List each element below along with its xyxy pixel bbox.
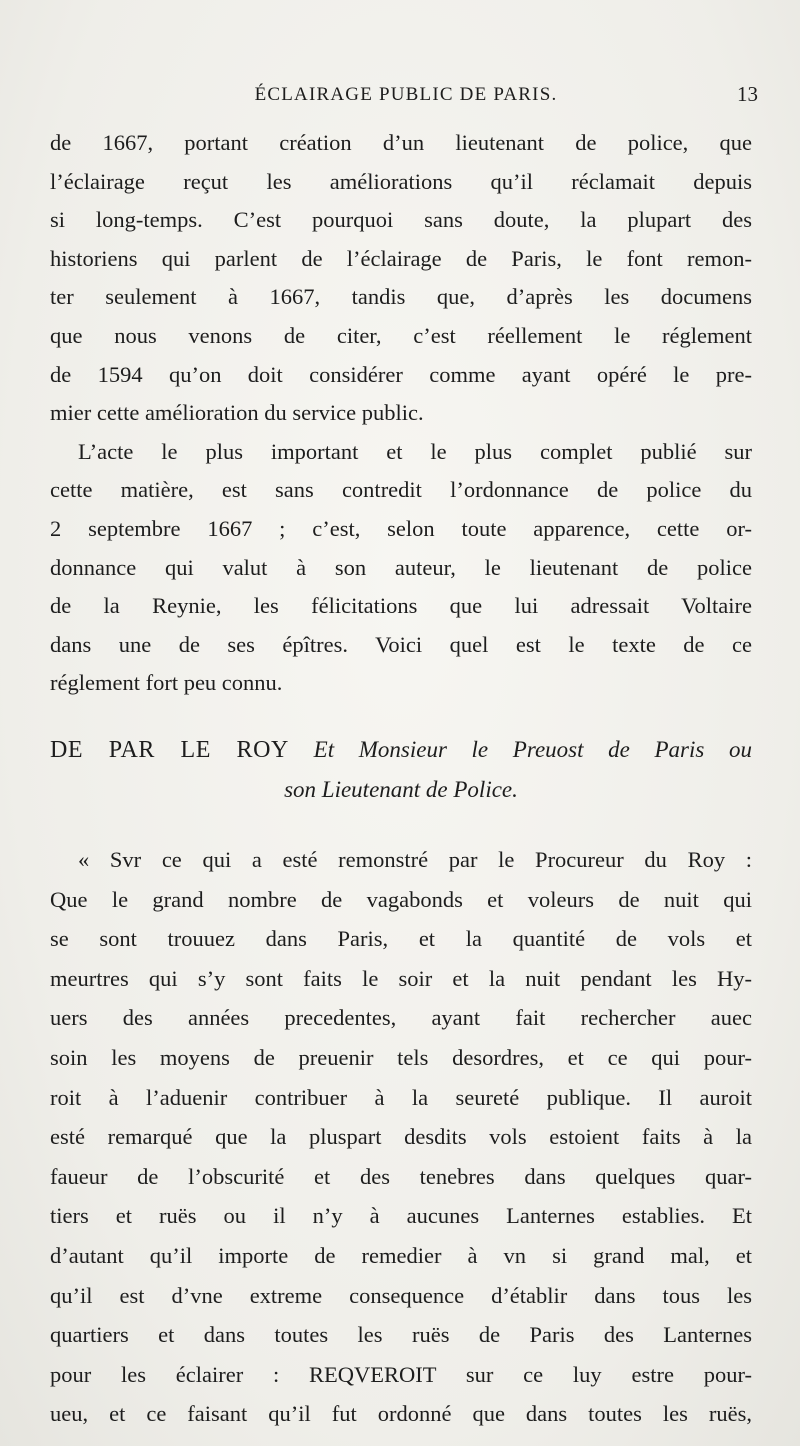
text-line: 2 septembre 1667 ; c’est, selon toute apparence, cette or- <box>50 515 752 541</box>
heading-line: son Lieutenant de Police. <box>284 777 518 802</box>
body-text <box>50 124 752 703</box>
text-line: meurtres qui s’y sont faits le soir et la nuit pendant les Hy- <box>50 965 752 991</box>
running-head <box>50 82 762 112</box>
text-line: esté remarqué que la pluspart desdits vols estoient faits à la <box>50 1124 752 1150</box>
paragraph-1 <box>50 124 752 433</box>
text-line: « Svr ce qui a esté remonstré par le Procureur du Roy : <box>78 847 752 872</box>
text-line: de la Reynie, les félicitations que lui adressait Voltaire <box>50 593 752 619</box>
text-line: faueur de l’obscurité et des tenebres dans quelques quar- <box>50 1163 752 1189</box>
text-line: L’acte le plus important et le plus complet publié sur <box>78 438 752 464</box>
text-line: quartiers et dans toutes les ruës de Paris des Lanternes <box>50 1322 752 1348</box>
text-line: donnance qui valut à son auteur, le lieutenant de police <box>50 554 752 580</box>
text-line: de 1594 qu’on doit considérer comme ayant opéré le pre- <box>50 361 752 387</box>
text-line: réglement fort peu connu. <box>50 670 283 696</box>
heading-caps: DE PAR LE ROY <box>50 737 289 763</box>
text-line: qu’il est d’vne extreme consequence d’établir dans tous les <box>50 1282 752 1308</box>
text-line: cette matière, est sans contredit l’ordonnance de police du <box>50 477 752 503</box>
paragraph-2 <box>50 433 752 703</box>
text-line: se sont trouuez dans Paris, et la quantité de vols et <box>50 926 752 952</box>
text-line: que nous venons de citer, c’est réellement le réglement <box>50 322 752 348</box>
decree-text <box>50 840 752 1434</box>
decree-heading <box>50 730 752 810</box>
text-line: si long-temps. C’est pourquoi sans doute, la plupart des <box>50 207 752 233</box>
text-line: ter seulement à 1667, tandis que, d’après les documens <box>50 284 752 310</box>
text-line: d’autant qu’il importe de remedier à vn si grand mal, et <box>50 1242 752 1268</box>
text-line: historiens qui parlent de l’éclairage de Paris, le font remon- <box>50 245 752 271</box>
page-number: 13 <box>737 82 758 106</box>
heading-italic: Et Monsieur le Preuost de Paris ou <box>313 737 752 762</box>
text-line: pour les éclairer : REQVEROIT sur ce luy estre pour- <box>50 1361 752 1387</box>
text-line: uers des années precedentes, ayant fait rechercher auec <box>50 1005 752 1031</box>
text-line: de 1667, portant création d’un lieutenant de police, que <box>50 130 752 155</box>
text-line: Que le grand nombre de vagabonds et voleurs de nuit qui <box>50 886 752 912</box>
text-line: soin les moyens de preuenir tels desordres, et ce qui pour- <box>50 1044 752 1070</box>
text-line: l’éclairage reçut les améliorations qu’il réclamait depuis <box>50 168 752 194</box>
heading-line <box>50 730 752 770</box>
text-line: tiers et ruës ou il n’y à aucunes Lanternes establies. Et <box>50 1203 752 1229</box>
text-line: dans une de ses épîtres. Voici quel est le texte de ce <box>50 631 752 657</box>
text-line: mier cette amélioration du service public. <box>50 400 424 426</box>
text-line: roit à l’aduenir contribuer à la seureté publique. Il auroit <box>50 1084 752 1110</box>
text-line: ueu, et ce faisant qu’il fut ordonné que dans toutes les ruës, <box>50 1401 752 1427</box>
running-title: ÉCLAIRAGE PUBLIC DE PARIS. <box>254 84 558 105</box>
